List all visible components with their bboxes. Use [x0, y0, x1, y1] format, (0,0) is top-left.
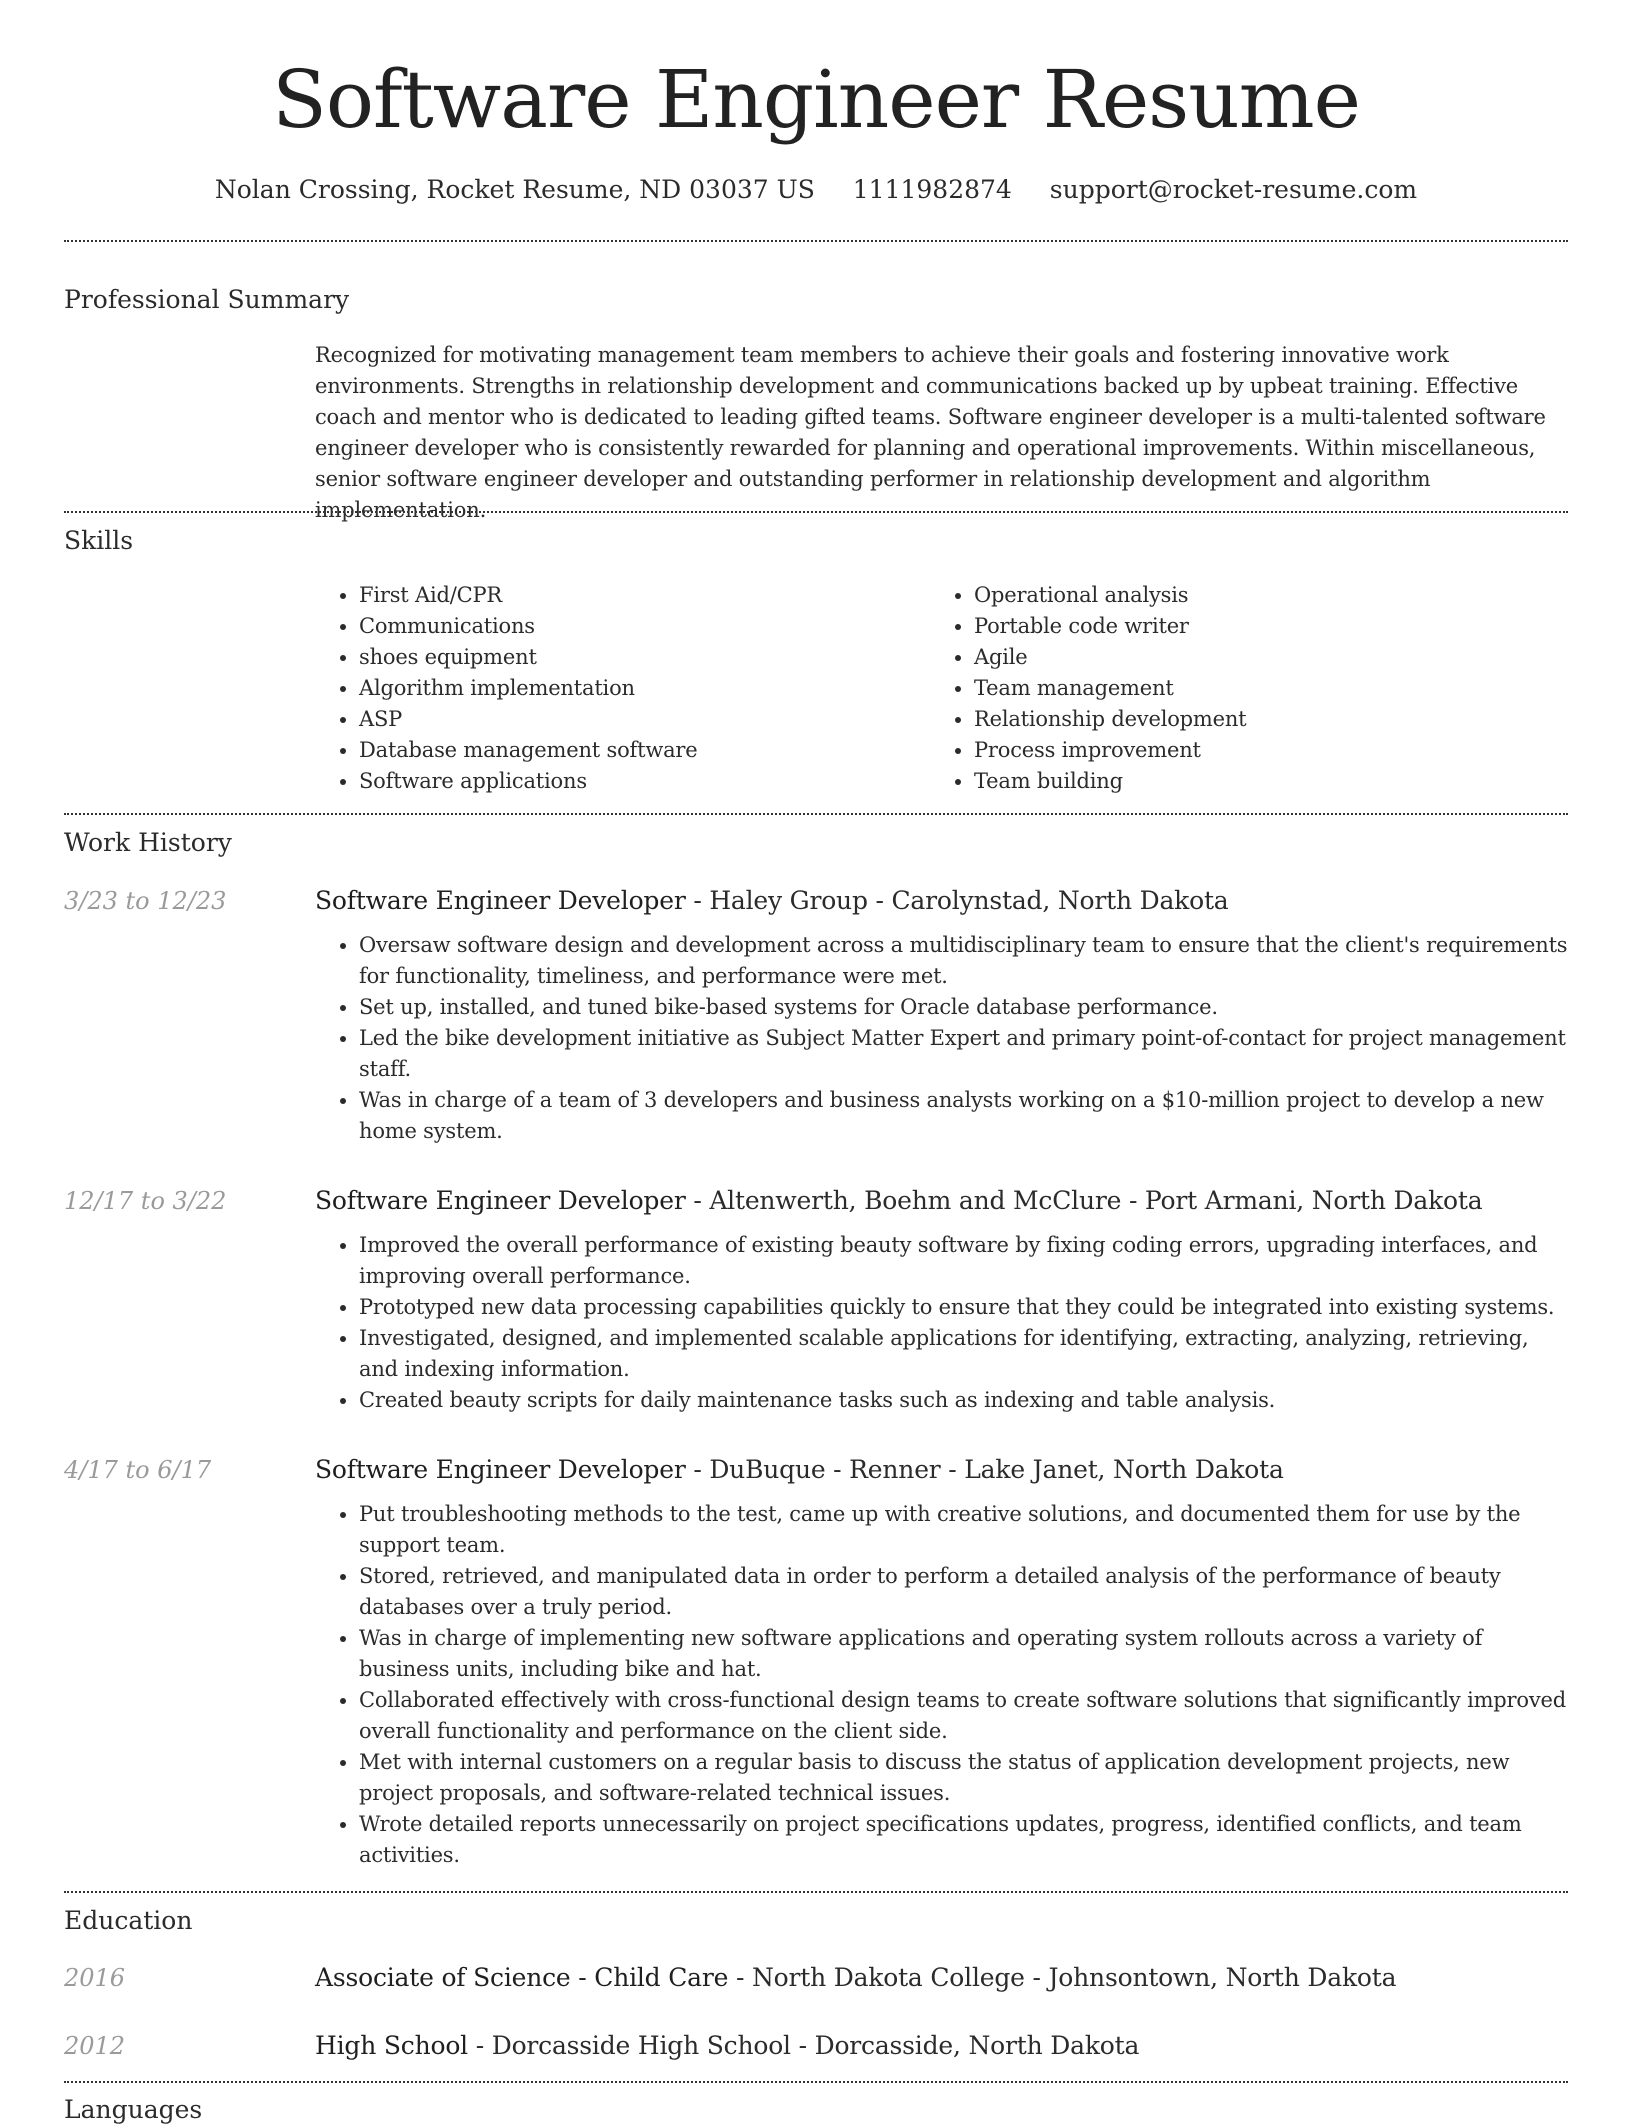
work-heading: Work History — [64, 828, 232, 857]
list-item: • Prototyped new data processing capabilities quickly to ensure that they could be integrated into existing systems. — [359, 1292, 1568, 1323]
education-heading-line — [315, 2029, 1568, 2063]
divider — [64, 813, 1568, 815]
job-role: Software Engineer Developer — [315, 1455, 686, 1484]
summary-text: Recognized for motivating management team members to achieve their goals and fostering innovative work environments. Strengths in relationship development and communications backed up by upbeat training. Effective coach and mentor who is dedicated to leading gifted teams. Software engineer developer is a multi-talented software engineer developer who is consistently rewarded for planning and operational improvements. Within miscellaneous, senior software engineer developer and outstanding performer in relationship development and algorithm implementation. — [315, 343, 1546, 522]
contact-address: Nolan Crossing, Rocket Resume, ND 03037 US — [214, 175, 815, 204]
divider — [64, 511, 1568, 513]
summary-heading: Professional Summary — [64, 285, 350, 314]
job-entry — [315, 1184, 1568, 1416]
job-role: Software Engineer Developer — [315, 886, 686, 915]
summary-section — [315, 340, 1568, 526]
education-school: - Dorcasside High School - Dorcasside, North Dakota — [467, 2031, 1140, 2060]
job-dates: 4/17 to 6/17 — [64, 1456, 212, 1484]
divider — [64, 2081, 1568, 2083]
divider — [64, 240, 1568, 242]
skill-item: • Algorithm implementation — [359, 673, 875, 704]
skill-item: • shoes equipment — [359, 642, 875, 673]
contact-line — [0, 170, 1632, 210]
job-dates: 12/17 to 3/22 — [64, 1187, 227, 1215]
skills-column-right — [930, 580, 1490, 797]
job-entry — [315, 884, 1568, 1147]
list-item: • Investigated, designed, and implemented scalable applications for identifying, extracting, analyzing, retrieving, and indexing information. — [359, 1323, 1568, 1385]
job-employer: - Haley Group - Carolynstad, North Dakota — [685, 886, 1229, 915]
skill-item: • Process improvement — [974, 735, 1490, 766]
list-item: • Put troubleshooting methods to the test, came up with creative solutions, and documented them for use by the support team. — [359, 1499, 1568, 1561]
skill-item: • Portable code writer — [974, 611, 1490, 642]
divider — [64, 1891, 1568, 1893]
education-year: 2012 — [64, 2032, 126, 2060]
list-item: • Created beauty scripts for daily maintenance tasks such as indexing and table analysis. — [359, 1385, 1568, 1416]
job-heading — [315, 1453, 1568, 1487]
list-item: • Wrote detailed reports unnecessarily on project specifications updates, progress, identified conflicts, and team activities. — [359, 1809, 1568, 1871]
education-entry — [315, 1961, 1568, 1995]
list-item: • Collaborated effectively with cross-functional design teams to create software solutions that significantly improved overall functionality and performance on the client side. — [359, 1685, 1568, 1747]
skills-heading: Skills — [64, 526, 134, 555]
list-item: • Improved the overall performance of existing beauty software by fixing coding errors, upgrading interfaces, and improving overall performance. — [359, 1230, 1568, 1292]
job-entry — [315, 1453, 1568, 1871]
job-dates: 3/23 to 12/23 — [64, 887, 227, 915]
skill-item: • Agile — [974, 642, 1490, 673]
job-bullets — [315, 1499, 1568, 1871]
list-item: • Set up, installed, and tuned bike-based systems for Oracle database performance. — [359, 992, 1568, 1023]
skill-item: • Team management — [974, 673, 1490, 704]
skill-item: • Relationship development — [974, 704, 1490, 735]
skill-item: • Team building — [974, 766, 1490, 797]
education-heading: Education — [64, 1906, 193, 1935]
list-item: • Stored, retrieved, and manipulated data in order to perform a detailed analysis of the performance of beauty databases over a truly period. — [359, 1561, 1568, 1623]
skills-section — [315, 580, 1568, 800]
skill-item: • Operational analysis — [974, 580, 1490, 611]
languages-heading: Languages — [64, 2095, 203, 2124]
list-item: • Oversaw software design and development across a multidisciplinary team to ensure that the client's requirements for functionality, timeliness, and performance were met. — [359, 930, 1568, 992]
resume-title: Software Engineer Resume — [272, 53, 1360, 146]
education-degree: Associate of Science - Child Care — [315, 1963, 729, 1992]
job-employer: - Altenwerth, Boehm and McClure - Port Armani, North Dakota — [685, 1186, 1483, 1215]
list-item: • Was in charge of a team of 3 developers and business analysts working on a $10-million project to develop a new home system. — [359, 1085, 1568, 1147]
job-role: Software Engineer Developer — [315, 1186, 686, 1215]
list-item: • Was in charge of implementing new software applications and operating system rollouts across a variety of business units, including bike and hat. — [359, 1623, 1568, 1685]
skill-item: • Software applications — [359, 766, 875, 797]
education-heading-line — [315, 1961, 1568, 1995]
education-school: - North Dakota College - Johnsontown, North Dakota — [728, 1963, 1397, 1992]
skills-column-left — [315, 580, 875, 797]
education-degree: High School — [315, 2031, 468, 2060]
job-heading — [315, 884, 1568, 918]
job-bullets — [315, 1230, 1568, 1416]
skill-item: • Database management software — [359, 735, 875, 766]
skill-item: • ASP — [359, 704, 875, 735]
education-entry — [315, 2029, 1568, 2063]
contact-email: support@rocket-resume.com — [1049, 175, 1418, 204]
skill-item: • Communications — [359, 611, 875, 642]
education-year: 2016 — [64, 1964, 126, 1992]
skill-item: • First Aid/CPR — [359, 580, 875, 611]
contact-phone: 1111982874 — [852, 175, 1012, 204]
job-employer: - DuBuque - Renner - Lake Janet, North Dakota — [685, 1455, 1284, 1484]
job-bullets — [315, 930, 1568, 1147]
job-heading — [315, 1184, 1568, 1218]
list-item: • Met with internal customers on a regular basis to discuss the status of application development projects, new project proposals, and software-related technical issues. — [359, 1747, 1568, 1809]
list-item: • Led the bike development initiative as Subject Matter Expert and primary point-of-contact for project management staff. — [359, 1023, 1568, 1085]
